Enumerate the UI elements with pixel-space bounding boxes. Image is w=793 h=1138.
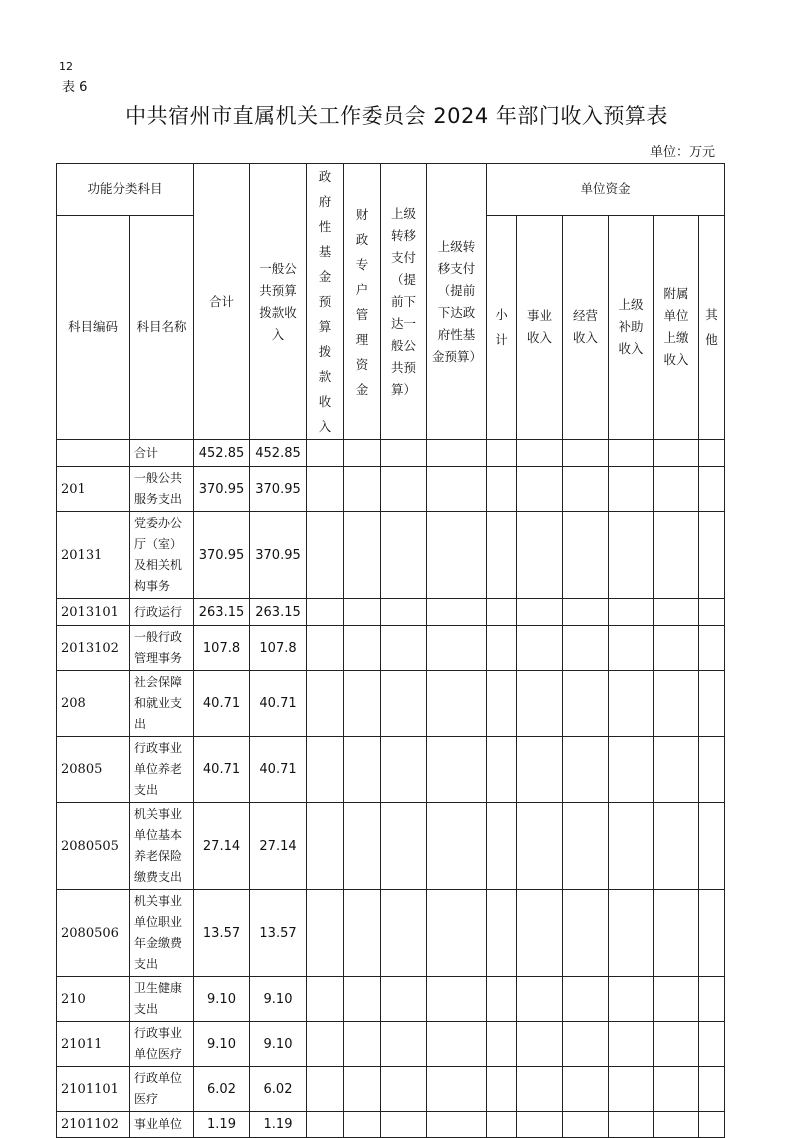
subject-code: 210: [57, 977, 130, 1022]
subject-name: 合计: [130, 440, 194, 467]
subject-code: [57, 440, 130, 467]
total-value: 40.71: [194, 737, 250, 803]
general-budget-value: 107.8: [250, 626, 307, 671]
subject-code: 20805: [57, 737, 130, 803]
unit-funds-header: 单位资金: [487, 164, 725, 216]
subject-code: 2101102: [57, 1112, 130, 1138]
total-value: 9.10: [194, 977, 250, 1022]
other-header: 其他: [699, 215, 725, 439]
table-row: [57, 977, 725, 1022]
total-value: 40.71: [194, 671, 250, 737]
subject-code: 2013102: [57, 626, 130, 671]
header-row-1: [57, 164, 725, 216]
business-income-header: 事业收入: [517, 215, 563, 439]
subject-name: 机关事业单位职业年金缴费支出: [130, 890, 194, 977]
subject-name: 卫生健康支出: [130, 977, 194, 1022]
affiliated-payment-header: 附属单位上缴收入: [654, 215, 699, 439]
subject-code: 2080505: [57, 803, 130, 890]
upper-transfer-public-header: 上级转移支付（提前下达一般公共预算）: [381, 164, 427, 440]
subject-code: 208: [57, 671, 130, 737]
general-budget-value: 40.71: [250, 671, 307, 737]
table-row: [57, 467, 725, 512]
subject-name: 机关事业单位基本养老保险缴费支出: [130, 803, 194, 890]
total-value: 452.85: [194, 440, 250, 467]
table-row: [57, 440, 725, 467]
operating-income-header: 经营收入: [563, 215, 609, 439]
total-value: 6.02: [194, 1067, 250, 1112]
total-value: 370.95: [194, 467, 250, 512]
subject-name: 社会保障和就业支出: [130, 671, 194, 737]
subject-name: 事业单位: [130, 1112, 194, 1138]
subject-code: 2080506: [57, 890, 130, 977]
subject-name: 党委办公厅（室）及相关机构事务: [130, 512, 194, 599]
subject-code-header: 科目编码: [57, 215, 130, 439]
total-header: 合计: [194, 164, 250, 440]
budget-table: [56, 163, 725, 1138]
subject-name-header: 科目名称: [130, 215, 194, 439]
special-fund-header: 财政专户管理资金: [344, 164, 381, 440]
table-row: [57, 671, 725, 737]
table-row: [57, 626, 725, 671]
subject-name: 一般公共服务支出: [130, 467, 194, 512]
functional-category-header: 功能分类科目: [57, 164, 194, 216]
total-value: 27.14: [194, 803, 250, 890]
general-budget-value: 9.10: [250, 977, 307, 1022]
subject-name: 行政单位医疗: [130, 1067, 194, 1112]
gov-fund-budget-header: 政府性基金预算拨款收入: [307, 164, 344, 440]
total-value: 370.95: [194, 512, 250, 599]
general-budget-value: 452.85: [250, 440, 307, 467]
subject-name: 行政事业单位医疗: [130, 1022, 194, 1067]
general-budget-value: 1.19: [250, 1112, 307, 1138]
subject-name: 行政运行: [130, 599, 194, 626]
subject-code: 21011: [57, 1022, 130, 1067]
table-row: [57, 890, 725, 977]
subject-name: 一般行政管理事务: [130, 626, 194, 671]
subject-code: 2013101: [57, 599, 130, 626]
general-budget-value: 263.15: [250, 599, 307, 626]
general-budget-value: 27.14: [250, 803, 307, 890]
subject-name: 行政事业单位养老支出: [130, 737, 194, 803]
subject-code: 20131: [57, 512, 130, 599]
table-row: [57, 1067, 725, 1112]
table-row: [57, 1022, 725, 1067]
general-budget-value: 370.95: [250, 512, 307, 599]
subtotal-header: 小计: [487, 215, 517, 439]
upper-subsidy-header: 上级补助收入: [609, 215, 654, 439]
unit-label: 单位：万元: [649, 145, 715, 160]
general-budget-value: 13.57: [250, 890, 307, 977]
table-number: 表 6: [62, 80, 88, 95]
table-row: [57, 599, 725, 626]
general-budget-value: 6.02: [250, 1067, 307, 1112]
total-value: 107.8: [194, 626, 250, 671]
table-row: [57, 1112, 725, 1138]
total-value: 9.10: [194, 1022, 250, 1067]
general-budget-value: 40.71: [250, 737, 307, 803]
general-budget-value: 9.10: [250, 1022, 307, 1067]
total-value: 263.15: [194, 599, 250, 626]
table-row: [57, 803, 725, 890]
general-public-budget-header: 一般公共预算拨款收入: [250, 164, 307, 440]
subject-code: 201: [57, 467, 130, 512]
upper-transfer-fund-header: 上级转移支付（提前下达政府性基金预算）: [427, 164, 487, 440]
total-value: 1.19: [194, 1112, 250, 1138]
table-row: [57, 512, 725, 599]
page-number: 12: [59, 60, 73, 73]
subject-code: 2101101: [57, 1067, 130, 1112]
page-title: 中共宿州市直属机关工作委员会 2024 年部门收入预算表: [125, 104, 668, 128]
general-budget-value: 370.95: [250, 467, 307, 512]
total-value: 13.57: [194, 890, 250, 977]
table-row: [57, 737, 725, 803]
